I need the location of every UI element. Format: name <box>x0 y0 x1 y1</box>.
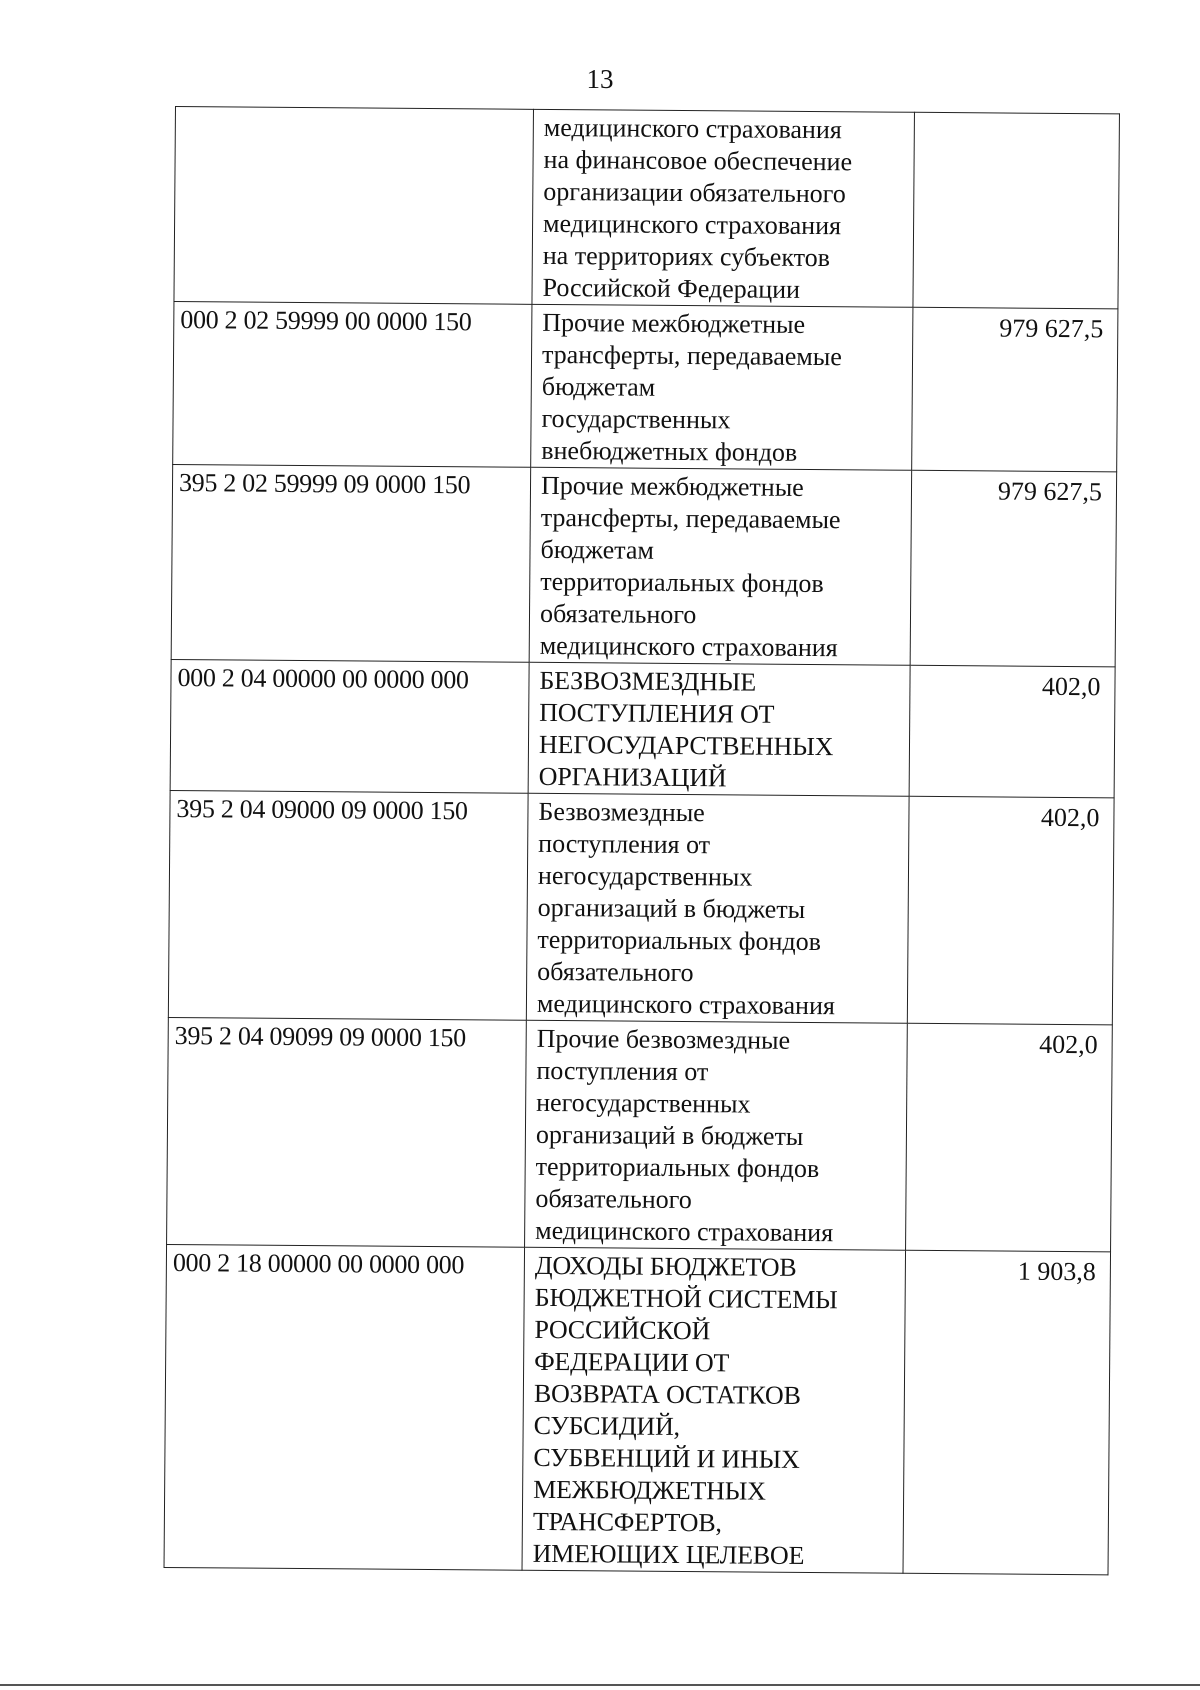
table-row <box>168 790 1114 1024</box>
revenue-item-name: Прочие межбюджетные трансферты, передаваемые бюджетам государственных внебюджетных фондов <box>531 304 913 470</box>
revenue-amount: 979 627,5 <box>910 470 1117 667</box>
budget-classification-code <box>174 107 534 305</box>
revenue-item-name: Прочие безвозмездные поступления от негосударственных организаций в бюджеты территориальных фондов обязательного медицинского страхования <box>525 1020 908 1250</box>
revenue-item-name: БЕЗВОЗМЕЗДНЫЕ ПОСТУПЛЕНИЯ ОТ НЕГОСУДАРСТВЕННЫХ ОРГАНИЗАЦИЙ <box>528 662 910 796</box>
budget-classification-code: 395 2 02 59999 09 0000 150 <box>171 464 531 662</box>
revenue-item-name: ДОХОДЫ БЮДЖЕТОВ БЮДЖЕТНОЙ СИСТЕМЫ РОССИЙСКОЙ ФЕДЕРАЦИИ ОТ ВОЗВРАТА ОСТАТКОВ СУБСИДИЙ, СУБВЕНЦИЙ И ИНЫХ МЕЖБЮДЖЕТНЫХ ТРАНСФЕРТОВ, ИМЕЮЩИХ ЦЕЛЕВОЕ <box>522 1247 906 1573</box>
budget-revenue-table <box>164 106 1120 1575</box>
revenue-amount: 979 627,5 <box>912 307 1118 472</box>
budget-classification-code: 000 2 18 00000 00 0000 000 <box>164 1244 525 1570</box>
budget-classification-code: 395 2 04 09000 09 0000 150 <box>168 790 528 1020</box>
table-row <box>174 107 1120 309</box>
table-row <box>171 464 1117 666</box>
table-row <box>173 301 1118 471</box>
revenue-amount: 402,0 <box>907 796 1114 1025</box>
budget-classification-code: 000 2 02 59999 00 0000 150 <box>173 301 532 467</box>
budget-classification-code: 395 2 04 09099 09 0000 150 <box>167 1017 527 1247</box>
table-row <box>167 1017 1113 1251</box>
revenue-item-name: Прочие межбюджетные трансферты, передаваемые бюджетам территориальных фондов обязательного медицинского страхования <box>529 467 912 665</box>
page-number: 13 <box>586 64 614 94</box>
revenue-amount: 402,0 <box>909 665 1115 798</box>
budget-classification-code: 000 2 04 00000 00 0000 000 <box>170 659 529 793</box>
revenue-amount <box>913 112 1120 309</box>
revenue-item-name: Безвозмездные поступления от негосударственных организаций в бюджеты территориальных фондов обязательного медицинского страхования <box>526 793 909 1023</box>
revenue-amount: 1 903,8 <box>903 1250 1111 1575</box>
revenue-amount: 402,0 <box>906 1023 1113 1252</box>
table-row <box>170 659 1115 797</box>
revenue-item-name: медицинского страхования на финансовое обеспечение организации обязательного медицинского страхования на территориях субъектов Российской Федерации <box>532 109 915 307</box>
table-row <box>164 1244 1111 1574</box>
page-bottom-rule <box>0 1684 1200 1686</box>
